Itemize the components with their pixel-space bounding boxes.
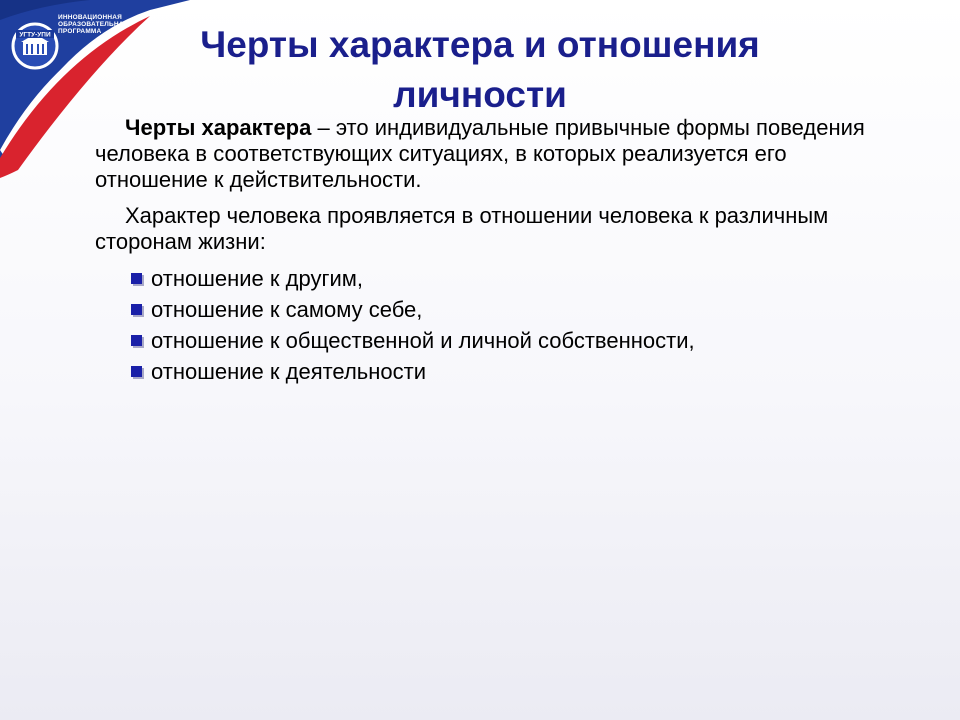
list-item-text: отношение к деятельности (151, 359, 426, 384)
emblem-label: УГТУ-УПИ (19, 31, 51, 39)
list-item-text: отношение к самому себе, (151, 297, 423, 322)
square-bullet-icon (131, 273, 142, 284)
square-bullet-icon (131, 366, 142, 377)
university-emblem-icon (10, 12, 60, 74)
list-item (129, 358, 905, 385)
program-caption: ИННОВАЦИОННАЯ ОБРАЗОВАТЕЛЬНАЯ ПРОГРАММА (58, 14, 129, 35)
list-item-text: отношение к общественной и личной собственности, (151, 328, 695, 353)
definition-paragraph (95, 115, 905, 193)
slide-title: Черты характера и отношения личности (200, 24, 760, 115)
list-item (129, 296, 905, 323)
definition-text: – это индивидуальные привычные формы поведения человека в соответствующих ситуациях, в которых реализуется его отношение к действительности. (95, 115, 865, 192)
square-bullet-icon (131, 335, 142, 346)
slide-body (95, 115, 905, 389)
definition-term: Черты характера (125, 115, 312, 140)
intro-paragraph: Характер человека проявляется в отношении человека к различным сторонам жизни: (95, 203, 829, 254)
relations-list (95, 265, 905, 385)
list-item (129, 327, 905, 354)
square-bullet-icon (131, 304, 142, 315)
list-item (129, 265, 905, 292)
list-item-text: отношение к другим, (151, 266, 363, 291)
